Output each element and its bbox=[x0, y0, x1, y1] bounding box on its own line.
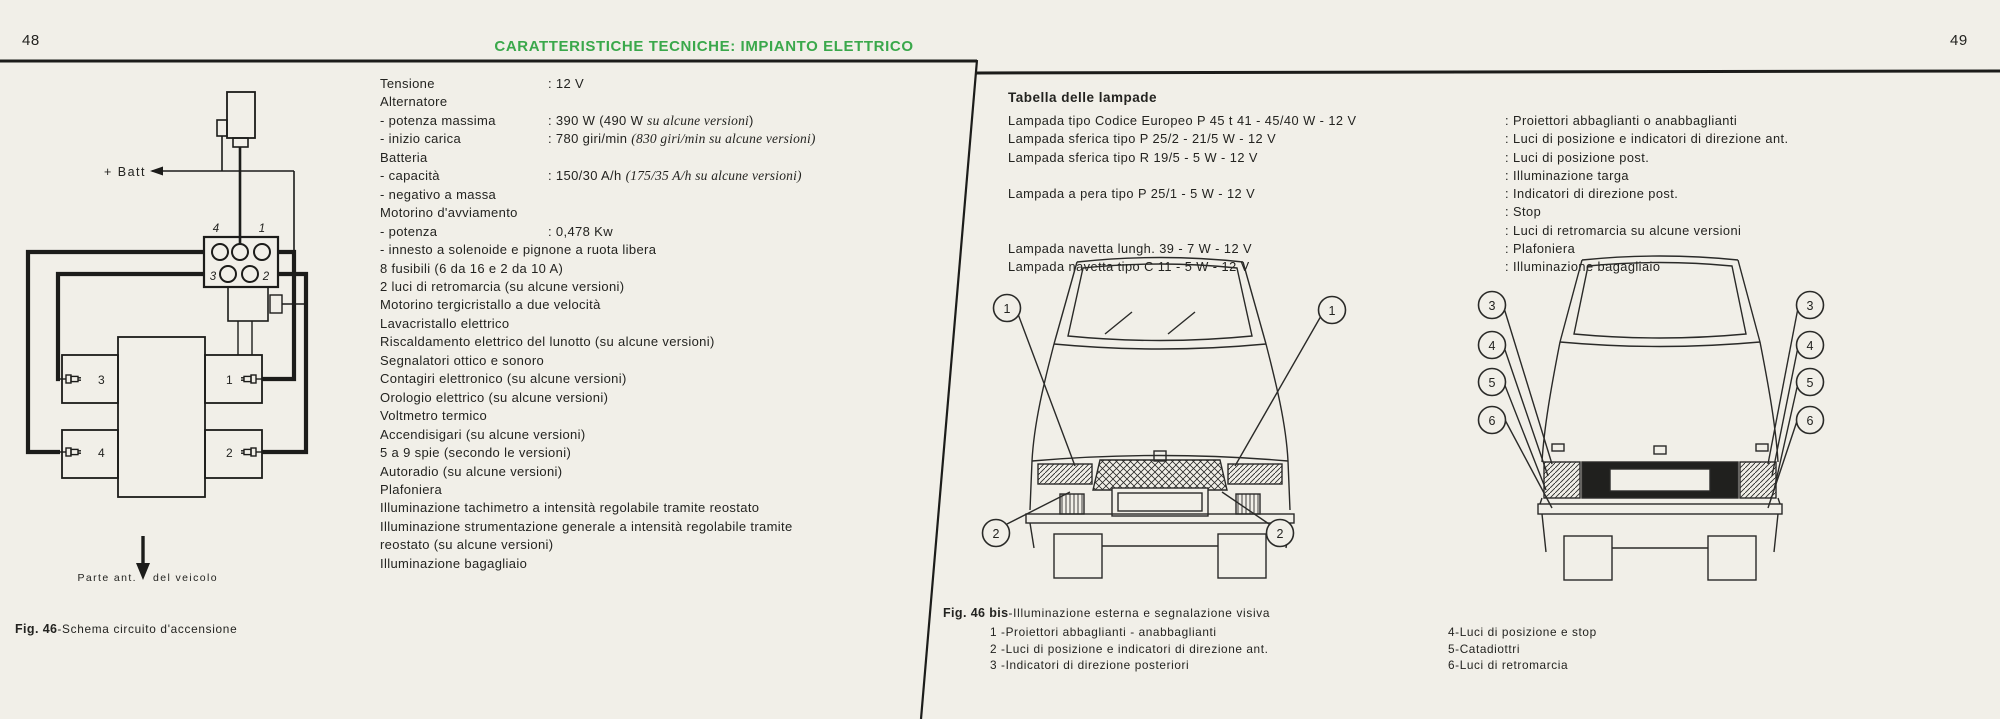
callout-6-right: 6 bbox=[1806, 414, 1814, 428]
spec-line: Tensione : 12 V bbox=[380, 76, 585, 91]
lamp-row: Lampada tipo Codice Europeo P 45 t 41 - 45/40 W - 12 V : Proiettori abbaglianti o anabbaglianti bbox=[1008, 113, 1738, 128]
lamp-row: Lampada sferica tipo R 19/5 - 5 W - 12 V : Luci di posizione post. bbox=[1008, 149, 1650, 165]
spec-line: - negativo a massa bbox=[380, 186, 497, 202]
spec-line: - potenza : 0,478 Kw bbox=[380, 223, 613, 239]
callout-3-right: 3 bbox=[1806, 299, 1814, 313]
spec-line: Riscaldamento elettrico del lunotto (su alcune versioni) bbox=[380, 334, 715, 350]
spec-line: - potenza massima : 390 W (490 W su alcune versioni) bbox=[380, 112, 754, 128]
figure-caption-46: Fig. 46-Schema circuito d'accensione bbox=[15, 622, 238, 636]
legend-item: 1 -Proiettori abbaglianti - anabbaglianti bbox=[990, 625, 1217, 639]
wheel-right bbox=[1218, 534, 1266, 578]
callout-3-left: 3 bbox=[1488, 299, 1496, 313]
spec-line: Motorino d'avviamento bbox=[380, 205, 518, 221]
battery-label: + Batt bbox=[103, 165, 146, 179]
spec-line: Contagiri elettronico (su alcune versioni) bbox=[380, 371, 627, 387]
front-note-left: Parte ant. bbox=[77, 572, 137, 584]
lamp-row: Lampada sferica tipo P 25/2 - 21/5 W - 12 V : Luci di posizione e indicatori di direzione ant. bbox=[1008, 131, 1789, 147]
spec-list bbox=[380, 75, 816, 573]
arrow-down-icon bbox=[136, 563, 150, 580]
spec-line: Voltmetro termico bbox=[380, 408, 488, 424]
wheel-left bbox=[1054, 534, 1102, 578]
wheel-right bbox=[1708, 536, 1756, 580]
lamp-row: : Illuminazione targa bbox=[1505, 167, 1629, 183]
legend-item: 6-Luci di retromarcia bbox=[1448, 658, 1569, 673]
callout-2-left: 2 bbox=[992, 527, 1000, 541]
spec-line: - inizio carica : 780 giri/min (830 giri/min su alcune versioni) bbox=[380, 131, 816, 147]
spec-line: Motorino tergicristallo a due velocità bbox=[380, 297, 601, 313]
spark-plug-1-icon bbox=[241, 375, 263, 383]
tail-light-left-icon bbox=[1544, 462, 1580, 498]
front-note-right: del veicolo bbox=[153, 572, 219, 584]
section-header: CARATTERISTICHE TECNICHE: IMPIANTO ELETTRICO bbox=[494, 38, 914, 55]
plug-label-4: 4 bbox=[98, 446, 105, 460]
car-front-view bbox=[980, 248, 1360, 593]
legend-item: 4-Luci di posizione e stop bbox=[1448, 625, 1597, 639]
lamp-row: Lampada navetta lungh. 39 - 7 W - 12 V : Plafoniera bbox=[1008, 241, 1576, 257]
grille-icon bbox=[1093, 460, 1227, 490]
license-plate-front bbox=[1112, 488, 1208, 516]
callout-1-left: 1 bbox=[1003, 302, 1011, 316]
spec-line: reostato (su alcune versioni) bbox=[380, 537, 554, 553]
spec-line: 2 luci di retromarcia (su alcune versioni) bbox=[380, 278, 625, 294]
lamp-row: Lampada navetta tipo C 11 - 5 W - 12 V : Illuminazione bagagliaio bbox=[1008, 259, 1661, 275]
headlight-left-icon bbox=[1038, 464, 1092, 484]
spec-line: Accendisigari (su alcune versioni) bbox=[380, 426, 586, 442]
legend-left-column bbox=[990, 624, 1268, 674]
tail-light-right-icon bbox=[1740, 462, 1776, 498]
lamp-row: : Stop bbox=[1505, 204, 1542, 220]
callout-5-right: 5 bbox=[1806, 376, 1814, 390]
spark-plug-2-icon bbox=[241, 448, 263, 456]
spec-line: Segnalatori ottico e sonoro bbox=[380, 352, 545, 368]
wheel-left bbox=[1564, 536, 1612, 580]
spec-line: Illuminazione strumentazione generale a intensità regolabile tramite bbox=[380, 518, 793, 534]
legend-right-column bbox=[1448, 624, 1597, 674]
spec-line: Orologio elettrico (su alcune versioni) bbox=[380, 389, 609, 405]
legend-item: 2 -Luci di posizione e indicatori di direzione ant. bbox=[990, 641, 1269, 656]
spec-line: - innesto a solenoide e pignone a ruota libera bbox=[380, 242, 657, 258]
lamp-row: Lampada a pera tipo P 25/1 - 5 W - 12 V : Indicatori di direzione post. bbox=[1008, 186, 1679, 202]
lamp-row: : Luci di retromarcia su alcune versioni bbox=[1505, 222, 1742, 238]
callout-5-left: 5 bbox=[1488, 376, 1496, 390]
plug-label-2: 2 bbox=[226, 446, 233, 460]
legend-item: 5-Catadiottri bbox=[1448, 641, 1521, 656]
spec-line: Illuminazione bagagliaio bbox=[380, 555, 528, 571]
spec-line: 8 fusibili (6 da 16 e 2 da 10 A) bbox=[380, 260, 564, 276]
plug-label-3: 3 bbox=[98, 373, 105, 387]
license-plate-rear bbox=[1610, 469, 1710, 491]
car-rear-view bbox=[1460, 248, 1860, 593]
spec-line: Lavacristallo elettrico bbox=[380, 315, 510, 331]
terminal-label-3: 3 bbox=[209, 271, 217, 283]
arrow-left-icon bbox=[150, 167, 163, 176]
spec-line: Illuminazione tachimetro a intensità regolabile tramite reostato bbox=[380, 500, 760, 516]
spec-line: Plafoniera bbox=[380, 481, 443, 497]
plug-label-1: 1 bbox=[226, 373, 233, 387]
distributor-symbol bbox=[204, 237, 306, 355]
lamp-table-title: Tabella delle lampade bbox=[1008, 90, 1158, 105]
vent-left-icon bbox=[1060, 494, 1084, 514]
spec-line: 5 a 9 spie (secondo le versioni) bbox=[380, 445, 572, 461]
page-number-right: 49 bbox=[1950, 32, 1968, 49]
figure-caption-46bis: Fig. 46 bis-Illuminazione esterna e segnalazione visiva bbox=[943, 606, 1271, 620]
engine-block bbox=[62, 337, 262, 497]
spec-line: Batteria bbox=[380, 149, 428, 165]
ignition-circuit-diagram bbox=[10, 68, 320, 608]
callout-6-left: 6 bbox=[1488, 414, 1496, 428]
car-front-outline bbox=[1026, 258, 1294, 579]
terminal-label-2: 2 bbox=[262, 271, 270, 283]
legend-item: 3 -Indicatori di direzione posteriori bbox=[990, 658, 1190, 673]
spec-line: Autoradio (su alcune versioni) bbox=[380, 463, 563, 479]
terminal-label-1: 1 bbox=[258, 223, 266, 235]
car-rear-outline bbox=[1538, 256, 1782, 580]
vehicle-front-arrow bbox=[77, 536, 218, 584]
headlight-right-icon bbox=[1228, 464, 1282, 484]
battery-feed bbox=[104, 136, 294, 252]
callout-1-right: 1 bbox=[1328, 304, 1336, 318]
callout-2-right: 2 bbox=[1276, 527, 1284, 541]
page-number-left: 48 bbox=[22, 32, 40, 49]
callout-4-left: 4 bbox=[1488, 339, 1496, 353]
spec-line: - capacità : 150/30 A/h (175/35 A/h su alcune versioni) bbox=[380, 168, 802, 184]
terminal-label-4: 4 bbox=[212, 223, 220, 235]
spec-line: Alternatore bbox=[380, 94, 448, 110]
callout-4-right: 4 bbox=[1806, 339, 1814, 353]
